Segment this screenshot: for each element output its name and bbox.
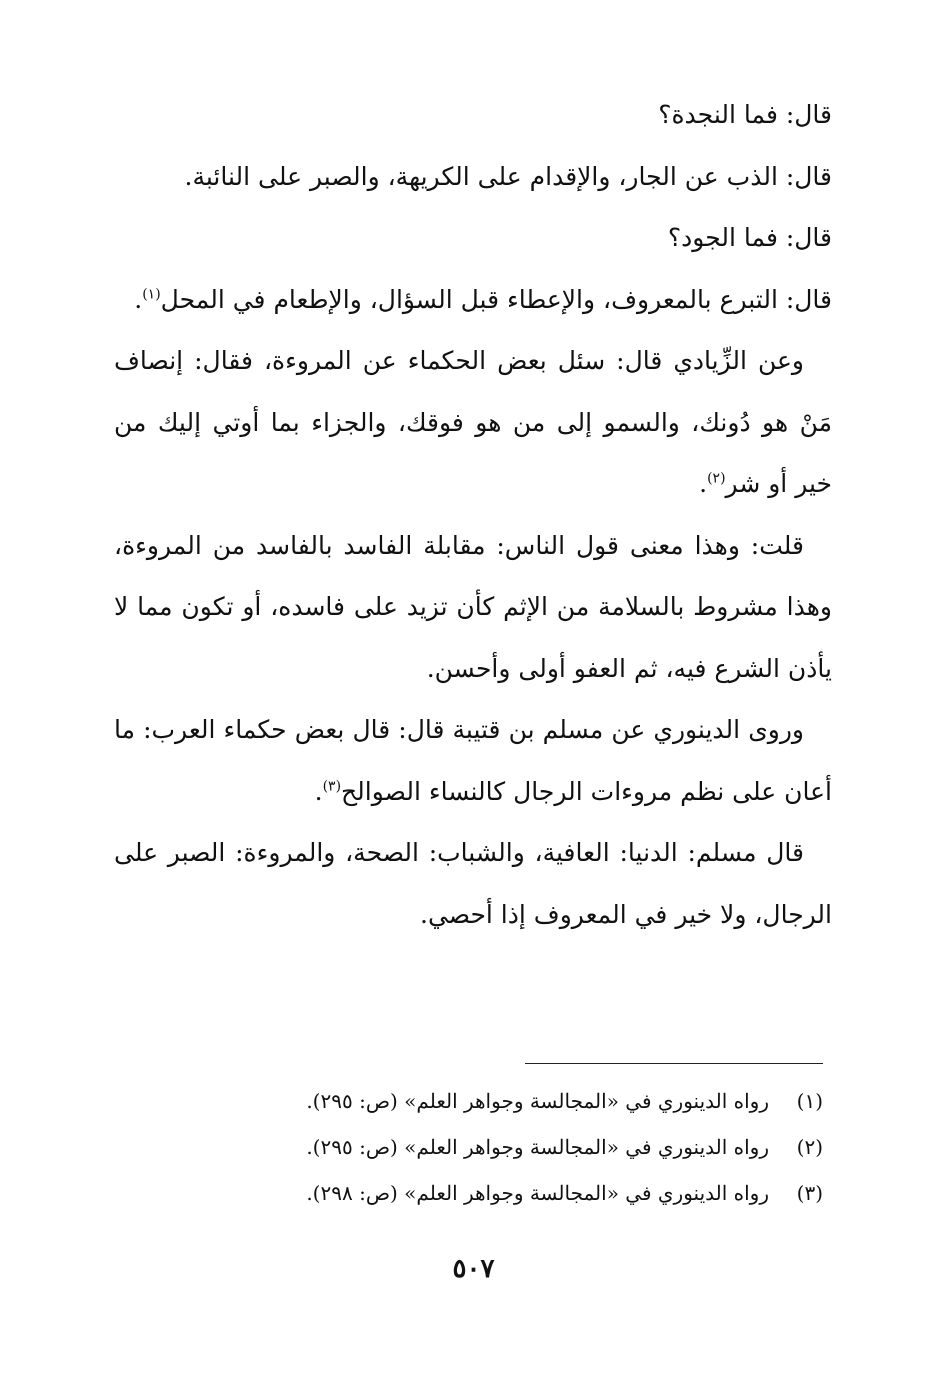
footnote-number: (٣) — [796, 1181, 823, 1205]
paragraph — [114, 269, 832, 331]
paragraph-text: قال: فما الجود؟ — [667, 223, 832, 252]
paragraph-end: . — [314, 776, 323, 806]
paragraph-text: قال: الذب عن الجار، والإقدام على الكريهة، والصبر على النائبة. — [184, 161, 832, 191]
main-text — [114, 84, 832, 945]
footnote-reference: (٢) — [707, 470, 726, 487]
paragraph — [114, 330, 832, 515]
paragraph-end: . — [699, 469, 708, 498]
paragraph-end: . — [134, 284, 143, 314]
paragraph — [114, 84, 832, 146]
footnote — [123, 1170, 823, 1216]
paragraph-text: قال مسلم: الدنيا: العافية، والشباب: الصحة، والمروءة: الصبر على الرجال، ولا خير في المعروف إذا أحصي. — [114, 838, 832, 929]
footnote-text: رواه الدينوري في «المجالسة وجواهر العلم» (ص: ٢٩٥). — [306, 1135, 769, 1159]
paragraph-text: قال: فما النجدة؟ — [658, 100, 832, 129]
paragraph — [114, 146, 832, 208]
footnote-text: رواه الدينوري في «المجالسة وجواهر العلم» (ص: ٢٩٨). — [306, 1181, 769, 1205]
footnote-number: (١) — [796, 1089, 823, 1113]
paragraph-text: وعن الزِّيادي قال: سئل بعض الحكماء عن المروءة، فقال: إنصاف مَنْ هو دُونك، والسمو إلى من هو فوقك، والجزاء بما أوتي إليك من خير أو شر — [114, 346, 832, 498]
footnote-number: (٢) — [796, 1135, 823, 1159]
footnote-text: رواه الدينوري في «المجالسة وجواهر العلم» (ص: ٢٩٥). — [306, 1089, 769, 1113]
page-number: ٥٠٧ — [452, 1254, 495, 1284]
footnotes — [123, 1078, 823, 1216]
paragraph — [114, 822, 832, 945]
footnote-reference: (٣) — [322, 778, 342, 795]
paragraph-text: قلت: وهذا معنى قول الناس: مقابلة الفاسد بالفاسد من المروءة، وهذا مشروط بالسلامة من الإثم كأن تزيد على فاسده، أو تكون مما لا يأذن الشرع فيه، ثم العفو أولى وأحسن. — [114, 530, 832, 683]
footnote — [123, 1078, 823, 1124]
paragraph — [114, 515, 832, 700]
footnote-separator — [525, 1063, 823, 1064]
paragraph-text: وروى الدينوري عن مسلم بن قتيبة قال: قال بعض حكماء العرب: ما أعان على نظم مروءات الرجال كالنساء الصوالح — [114, 715, 832, 806]
footnote — [123, 1124, 823, 1170]
paragraph — [114, 699, 832, 822]
footnote-reference: (١) — [142, 286, 161, 303]
paragraph-text: قال: التبرع بالمعروف، والإعطاء قبل السؤال، والإطعام في المحل — [160, 284, 832, 314]
paragraph — [114, 207, 832, 269]
